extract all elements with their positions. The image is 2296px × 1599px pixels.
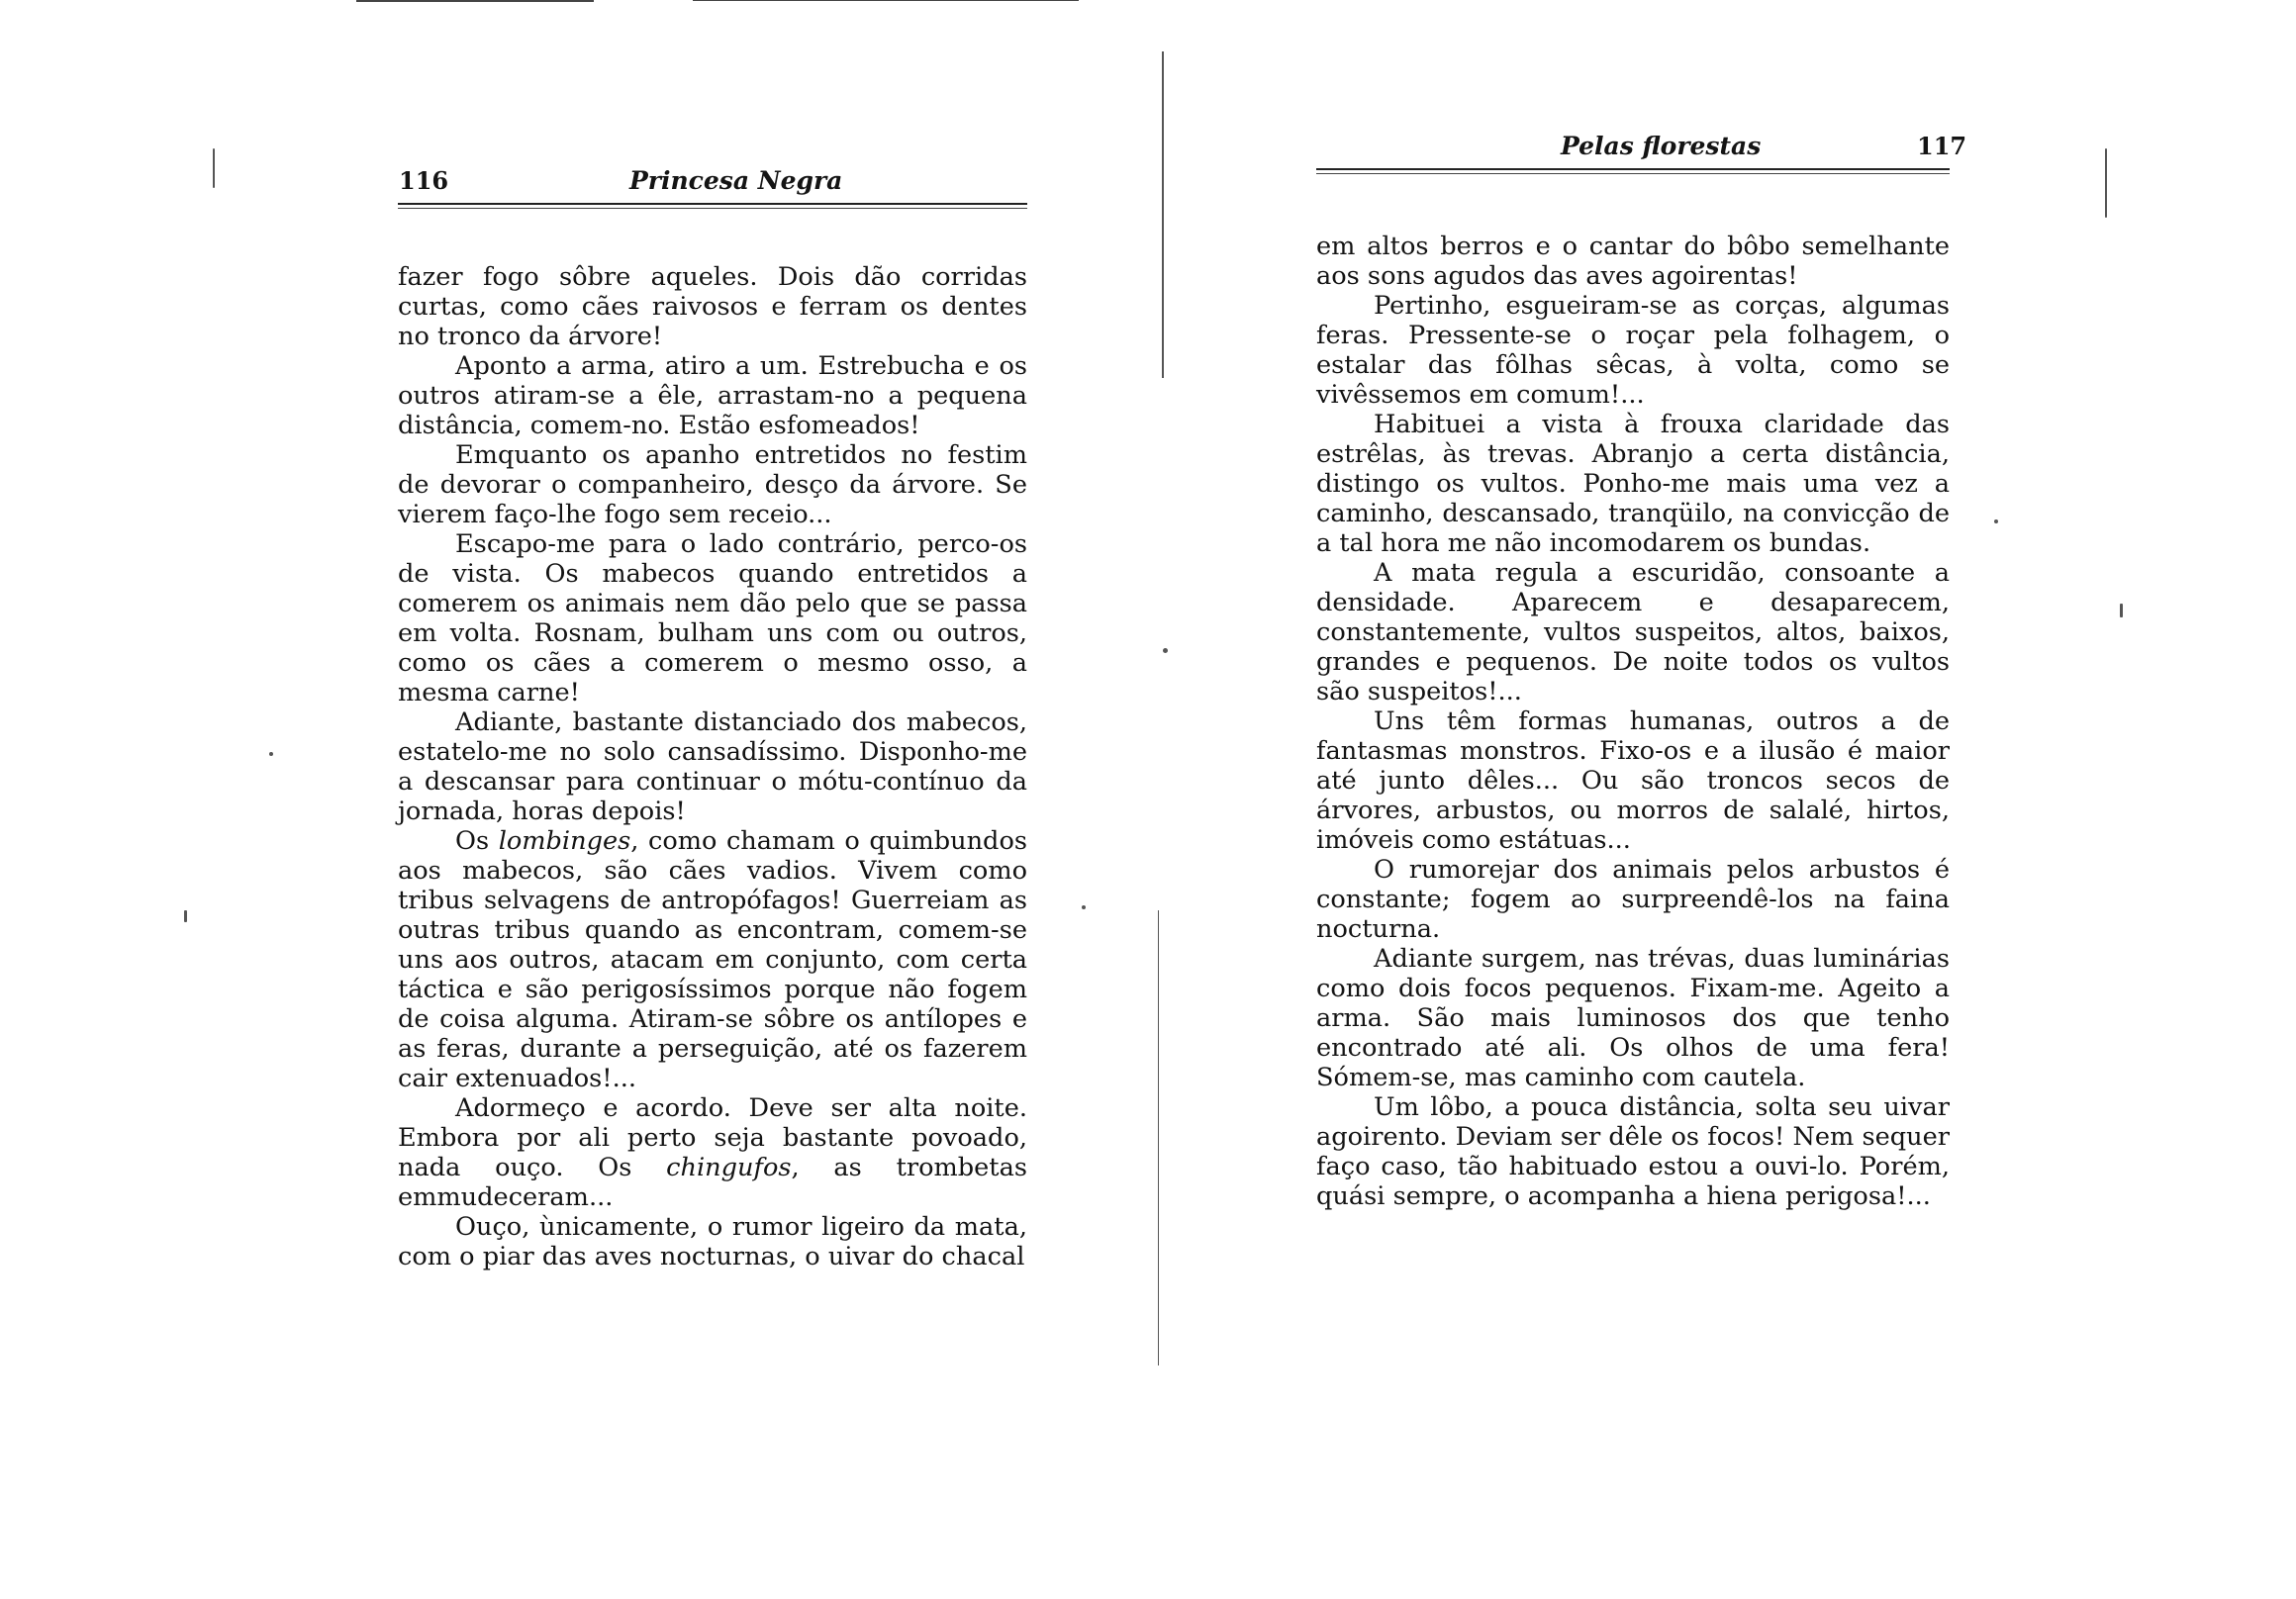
right-body-text: [1316, 232, 1950, 1211]
paragraph: [1316, 410, 1950, 558]
text-run: Aponto a arma, atiro a um. Estrebucha e os outros atiram-se a êle, arrastam-no a pequena distância, comem-no. Estão esfomeados!: [398, 351, 1027, 440]
left-body-text: [398, 262, 1027, 1271]
text-run: Adiante surgem, nas trévas, duas luminárias como dois focos pequenos. Fixam-me. Ageito a arma. São mais luminosos dos que tenho encontrado até ali. Os olhos de uma fera! Sómem-se, mas caminho com cautela.: [1316, 944, 1950, 1092]
text-run: em altos berros e o cantar do bôbo semelhante aos sons agudos das aves agoirentas!: [1316, 232, 1950, 291]
left-page-number: 116: [399, 166, 449, 195]
italic-term: lombinges: [498, 826, 631, 856]
paragraph: [398, 529, 1027, 707]
text-run: Adiante, bastante distanciado dos mabecos, estatelo-me no solo cansadíssimo. Disponho-me a descansar para continuar o mótu-contínuo da jornada, horas depois!: [398, 707, 1027, 826]
text-run: Os: [455, 826, 499, 856]
right-page-number: 117: [1917, 132, 1967, 160]
paragraph: [398, 826, 1027, 1093]
paragraph: [1316, 855, 1950, 944]
paragraph: [1316, 944, 1950, 1092]
text-run: Um lôbo, a pouca distância, solta seu uivar agoirento. Deviam ser dêle os focos! Nem sequer faço caso, tão habituado estou a ouvi-lo. Porém, quási sempre, o acompanha a hiena perigosa!...: [1316, 1092, 1950, 1211]
text-run: , as trombetas emmudeceram...: [398, 1153, 1027, 1212]
text-run: Habituei a vista à frouxa claridade das estrêlas, às trevas. Abranjo a certa distância, distingo os vultos. Ponho-me mais uma vez a caminho, descansado, tranqüilo, na convicção de a tal hora me não incomodarem os bundas.: [1316, 410, 1950, 558]
scan-speck: [2105, 148, 2107, 218]
left-running-title: Princesa Negra: [629, 166, 843, 195]
right-header-rule: [1316, 168, 1950, 174]
text-run: fazer fogo sôbre aqueles. Dois dão corridas curtas, como cães raivosos e ferram os dentes no tronco da árvore!: [398, 262, 1027, 351]
paragraph: [1316, 706, 1950, 855]
paragraph: [398, 1093, 1027, 1212]
italic-term: chingufos: [666, 1153, 792, 1182]
paragraph: [398, 351, 1027, 440]
paragraph: [1316, 232, 1950, 291]
text-run: A mata regula a escuridão, consoante a densidade. Aparecem e desaparecem, constantemente, vultos suspeitos, altos, baixos, grandes e pequenos. De noite todos os vultos são suspeitos!...: [1316, 558, 1950, 706]
right-running-title: Pelas florestas: [1561, 132, 1762, 160]
text-run: Pertinho, esgueiram-se as corças, algumas feras. Pressente-se o roçar pela folhagem, o estalar das fôlhas sêcas, à volta, como se vivêssemos em comum!...: [1316, 291, 1950, 410]
text-run: Uns têm formas humanas, outros a de fantasmas monstros. Fixo-os e a ilusão é maior até junto dêles... Ou são troncos secos de árvores, arbustos, ou morros de salalé, hirtos, imóveis como estátuas...: [1316, 706, 1950, 855]
scan-speck: [184, 910, 187, 922]
paragraph: [398, 1212, 1027, 1271]
left-header-rule: [398, 203, 1027, 209]
paragraph: [398, 262, 1027, 351]
scan-speck: [213, 148, 215, 188]
scan-speck: [269, 752, 273, 756]
paragraph: [398, 707, 1027, 826]
paragraph: [1316, 291, 1950, 410]
paragraph: [1316, 558, 1950, 706]
text-run: , como chamam o quimbundos aos mabecos, são cães vadios. Vivem como tribus selvagens de antropófagos! Guerreiam as outras tribus quando as encontram, comem-se uns aos outros, atacam em conjunto, com certa táctica e são perigosíssimos porque não fogem de coisa alguma. Atiram-se sôbre os antílopes e as feras, durante a perseguição, até os fazerem cair extenuados!...: [398, 826, 1027, 1093]
text-run: Adormeço e acordo. Deve ser alta noite. Embora por ali perto seja bastante povoado, nada ouço. Os: [398, 1093, 1027, 1182]
text-run: Escapo-me para o lado contrário, perco-os de vista. Os mabecos quando entretidos a comerem os animais nem dão pelo que se passa em volta. Rosnam, bulham uns com ou outros, como os cães a comerem o mesmo osso, a mesma carne!: [398, 529, 1027, 707]
scan-speck: [1994, 519, 1998, 523]
paragraph: [398, 440, 1027, 529]
paragraph: [1316, 1092, 1950, 1211]
scan-speck: [2120, 604, 2123, 617]
text-run: O rumorejar dos animais pelos arbustos é constante; fogem ao surpreendê-los na faina nocturna.: [1316, 855, 1950, 944]
scan-speck: [1082, 905, 1086, 909]
text-run: Ouço, ùnicamente, o rumor ligeiro da mata, com o piar das aves nocturnas, o uivar do chacal: [398, 1212, 1027, 1271]
right-page: [1158, 0, 2296, 1599]
scan-speck: [1163, 648, 1168, 653]
text-run: Emquanto os apanho entretidos no festim de devorar o companheiro, desço da árvore. Se vierem faço-lhe fogo sem receio...: [398, 440, 1027, 529]
